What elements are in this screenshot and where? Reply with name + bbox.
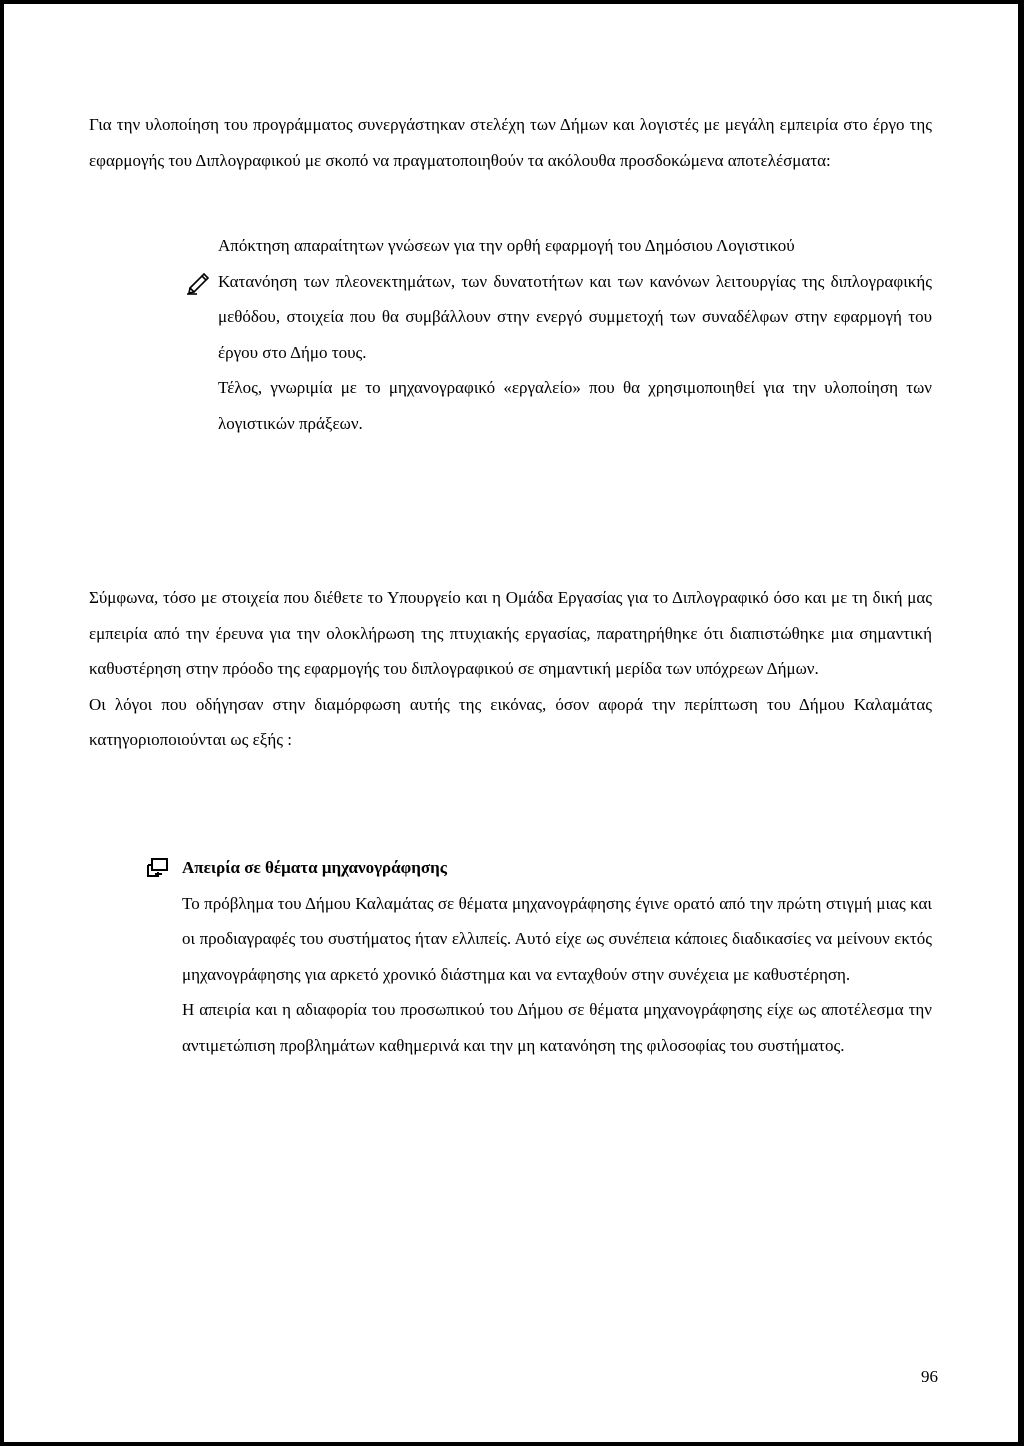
page-number: 96: [921, 1367, 938, 1386]
list-item: [218, 370, 932, 441]
outcomes-list: [218, 228, 932, 441]
findings-paragraph-2: Οι λόγοι που οδήγησαν στην διαμόρφωση αυτής της εικόνας, όσον αφορά την περίπτωση του Δήμου Καλαμάτας κατηγοριοποιούνται ως εξής :: [89, 694, 932, 749]
outcome-1-text: Απόκτηση απαραίτητων γνώσεων για την ορθή εφαρμογή του Δημόσιου Λογιστικού: [218, 236, 795, 255]
outcome-2-text: Κατανόηση των πλεονεκτημάτων, των δυνατοτήτων και των κανόνων λειτουργίας της διπλογραφικής μεθόδου, στοιχεία που θα συμβάλλουν στην ενεργό συμμετοχή των συναδέλφων στην εφαρμογή του έργου στο Δήμο τους.: [218, 271, 932, 362]
section-heading: [182, 850, 932, 886]
section-paragraph-1: Το πρόβλημα του Δήμου Καλαμάτας σε θέματα μηχανογράφησης έγινε ορατό από την πρώτη στιγμή μιας και οι προδιαγραφές του συστήματος ήταν ελλιπείς. Αυτό είχε ως συνέπεια κάποιες διαδικασίες να μείνουν εκτός μηχανογράφησης για αρκετό χρονικό διάστημα και να ενταχθούν στην συνέχεια με καθυστέρηση.: [182, 893, 932, 984]
list-item: [218, 264, 932, 371]
pencil-icon: [186, 264, 212, 299]
findings-block: [89, 580, 932, 758]
outcome-3-text: Τέλος, γνωριμία με το μηχανογραφικό «εργαλείο» που θα χρησιμοποιηθεί για την υλοποίηση των λογιστικών πράξεων.: [218, 378, 932, 433]
computer-icon: [146, 856, 170, 880]
findings-paragraph-1: Σύμφωνα, τόσο με στοιχεία που διέθετε το Υπουργείο και η Ομάδα Εργασίας για το Διπλογραφικό όσο και με τη δική μας εμπειρία από την έρευνα για την ολοκλήρωση της πτυχιακής εργασίας, παρατηρήθηκε ότι διαπιστώθηκε μια σημαντική καθυστέρηση στην πρόοδο της εφαρμογής του διπλογραφικού σε σημαντική μερίδα των υπόχρεων Δήμων.: [89, 588, 932, 678]
list-item: [218, 228, 932, 264]
section-block: [182, 850, 932, 1063]
section-paragraph-2: Η απειρία και η αδιαφορία του προσωπικού του Δήμου σε θέματα μηχανογράφησης είχε ως αποτέλεσμα την αντιμετώπιση προβλημάτων καθημερινά και την μη κατανόηση της φιλοσοφίας του συστήματος.: [182, 1000, 932, 1055]
intro-paragraph: Για την υλοποίηση του προγράμματος συνεργάστηκαν στελέχη των Δήμων και λογιστές με μεγάλη εμπειρία στο έργο της εφαρμογής του Διπλογραφικού με σκοπό να πραγματοποιηθούν τα ακόλουθα προσδοκώμενα αποτελέσματα:: [89, 115, 932, 170]
document-page: [4, 4, 1018, 1442]
section-heading-text: Απειρία σε θέματα μηχανογράφησης: [182, 858, 447, 877]
